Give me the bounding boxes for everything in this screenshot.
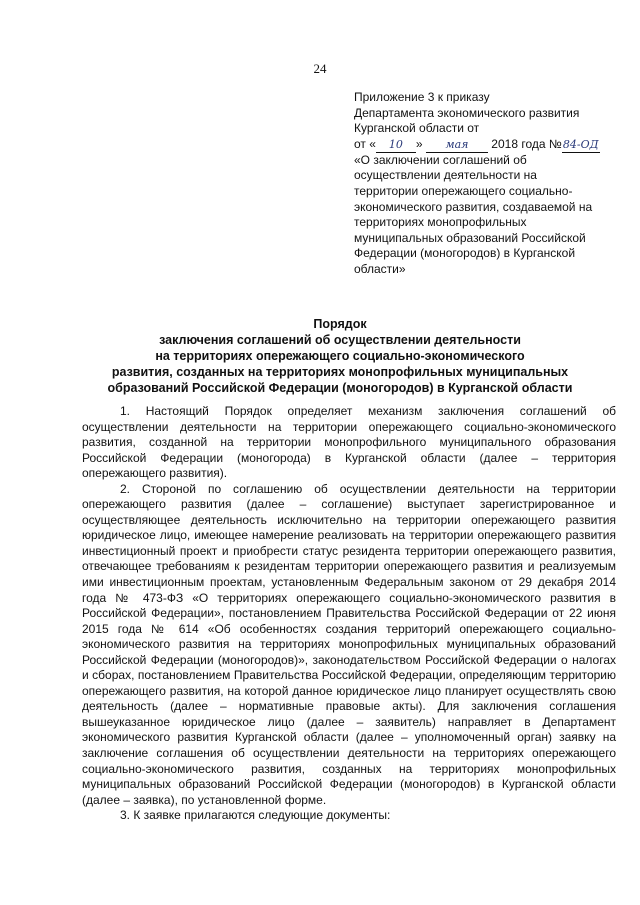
appendix-subject-line: осуществлении деятельности на [354,168,537,183]
date-year: 2018 года № [491,136,562,151]
appendix-date-line [354,137,629,153]
document-title [60,316,620,396]
appendix-subject-line: муниципальных образований Российской [354,230,586,245]
appendix-subject-line: территории опережающего социально- [354,183,573,198]
appendix-subject-line: Федерации (моногородов) в Курганской [354,246,576,261]
appendix-header [354,90,629,278]
date-prefix: от « [354,136,376,151]
date-separator: » [415,136,423,151]
date-day-handwritten: 10 [376,139,416,153]
title-line: развития, созданных на территориях монопрофильных муниципальных [111,365,569,379]
appendix-line-2: Департамента экономического развития [354,105,580,120]
paragraph-3: 3. К заявке прилагаются следующие документы: [120,808,391,823]
title-line: образований Российской Федерации (моногородов) в Курганской области [107,381,573,395]
title-line: заключения соглашений об осуществлении деятельности [159,333,521,347]
appendix-line-1: Приложение 3 к приказу [354,90,490,104]
appendix-subject-line: территориях монопрофильных [354,215,527,230]
appendix-line-3: Курганской области от [354,121,480,136]
appendix-subject-line: экономического развития, создаваемой на [354,199,593,214]
title-line: на территориях опережающего социально-экономического [155,349,525,363]
paragraph-2: 2. Стороной по соглашению об осуществлении деятельности на территории опережающего развития (далее – соглашение) выступает зарегистрированное и осуществляющее деятельность исключительно на территории опережающего развития юридическое лицо, имеющее намерение реализовать на территории опережающего развития инвестиционный проект и приобрести статус резидента территории опережающего развития, отвечающее требованиям к резидентам территории опережающего развития и реализуемым ими инвестиционным проектам, установленным Федеральным законом от 29 декабря 2014 года № 473-ФЗ «О территориях опережающего социально-экономического развития в Российской Федерации», постановлением Правительства Российской Федерации от 22 июня 2015 года № 614 «Об особенностях создания территорий опережающего социально-экономического развития на территориях монопрофильных муниципальных образований Российской Федерации (моногородов)», законодательством Российской Федерации о налогах и сборах, постановлением Правительства Российской Федерации, определяющим территорию опережающего развития, на которой данное юридическое лицо планирует осуществлять свою деятельность (далее – нормативные правовые акты). Для заключения соглашения вышеуказанное юридическое лицо (далее – заявитель) направляет в Департамент экономического развития Курганской области (далее – уполномоченный орган) заявку на заключение соглашения об осуществлении деятельности на территориях опережающего социально-экономического развития, созданных на территориях монопрофильных муниципальных образований Российской Федерации (моногородов) в Курганской области (далее – заявка), по установленной форме. [82,481,616,807]
date-month-handwritten: мая [426,139,488,153]
page-number: 24 [313,61,327,76]
document-body [82,404,616,824]
order-number-handwritten: 84-ОД [562,137,599,151]
paragraph-1: 1. Настоящий Порядок определяет механизм заключения соглашений об осуществлении деятельности на территории опережающего социально-экономического развития, созданной на территории монопрофильного муниципального образования Российской Федерации (моногорода) в Курганской области (далее – территория опережающего развития). [82,404,616,481]
title-line: Порядок [313,317,367,331]
appendix-subject-line: области» [354,261,406,276]
appendix-subject-line: «О заключении соглашений об [354,152,527,167]
